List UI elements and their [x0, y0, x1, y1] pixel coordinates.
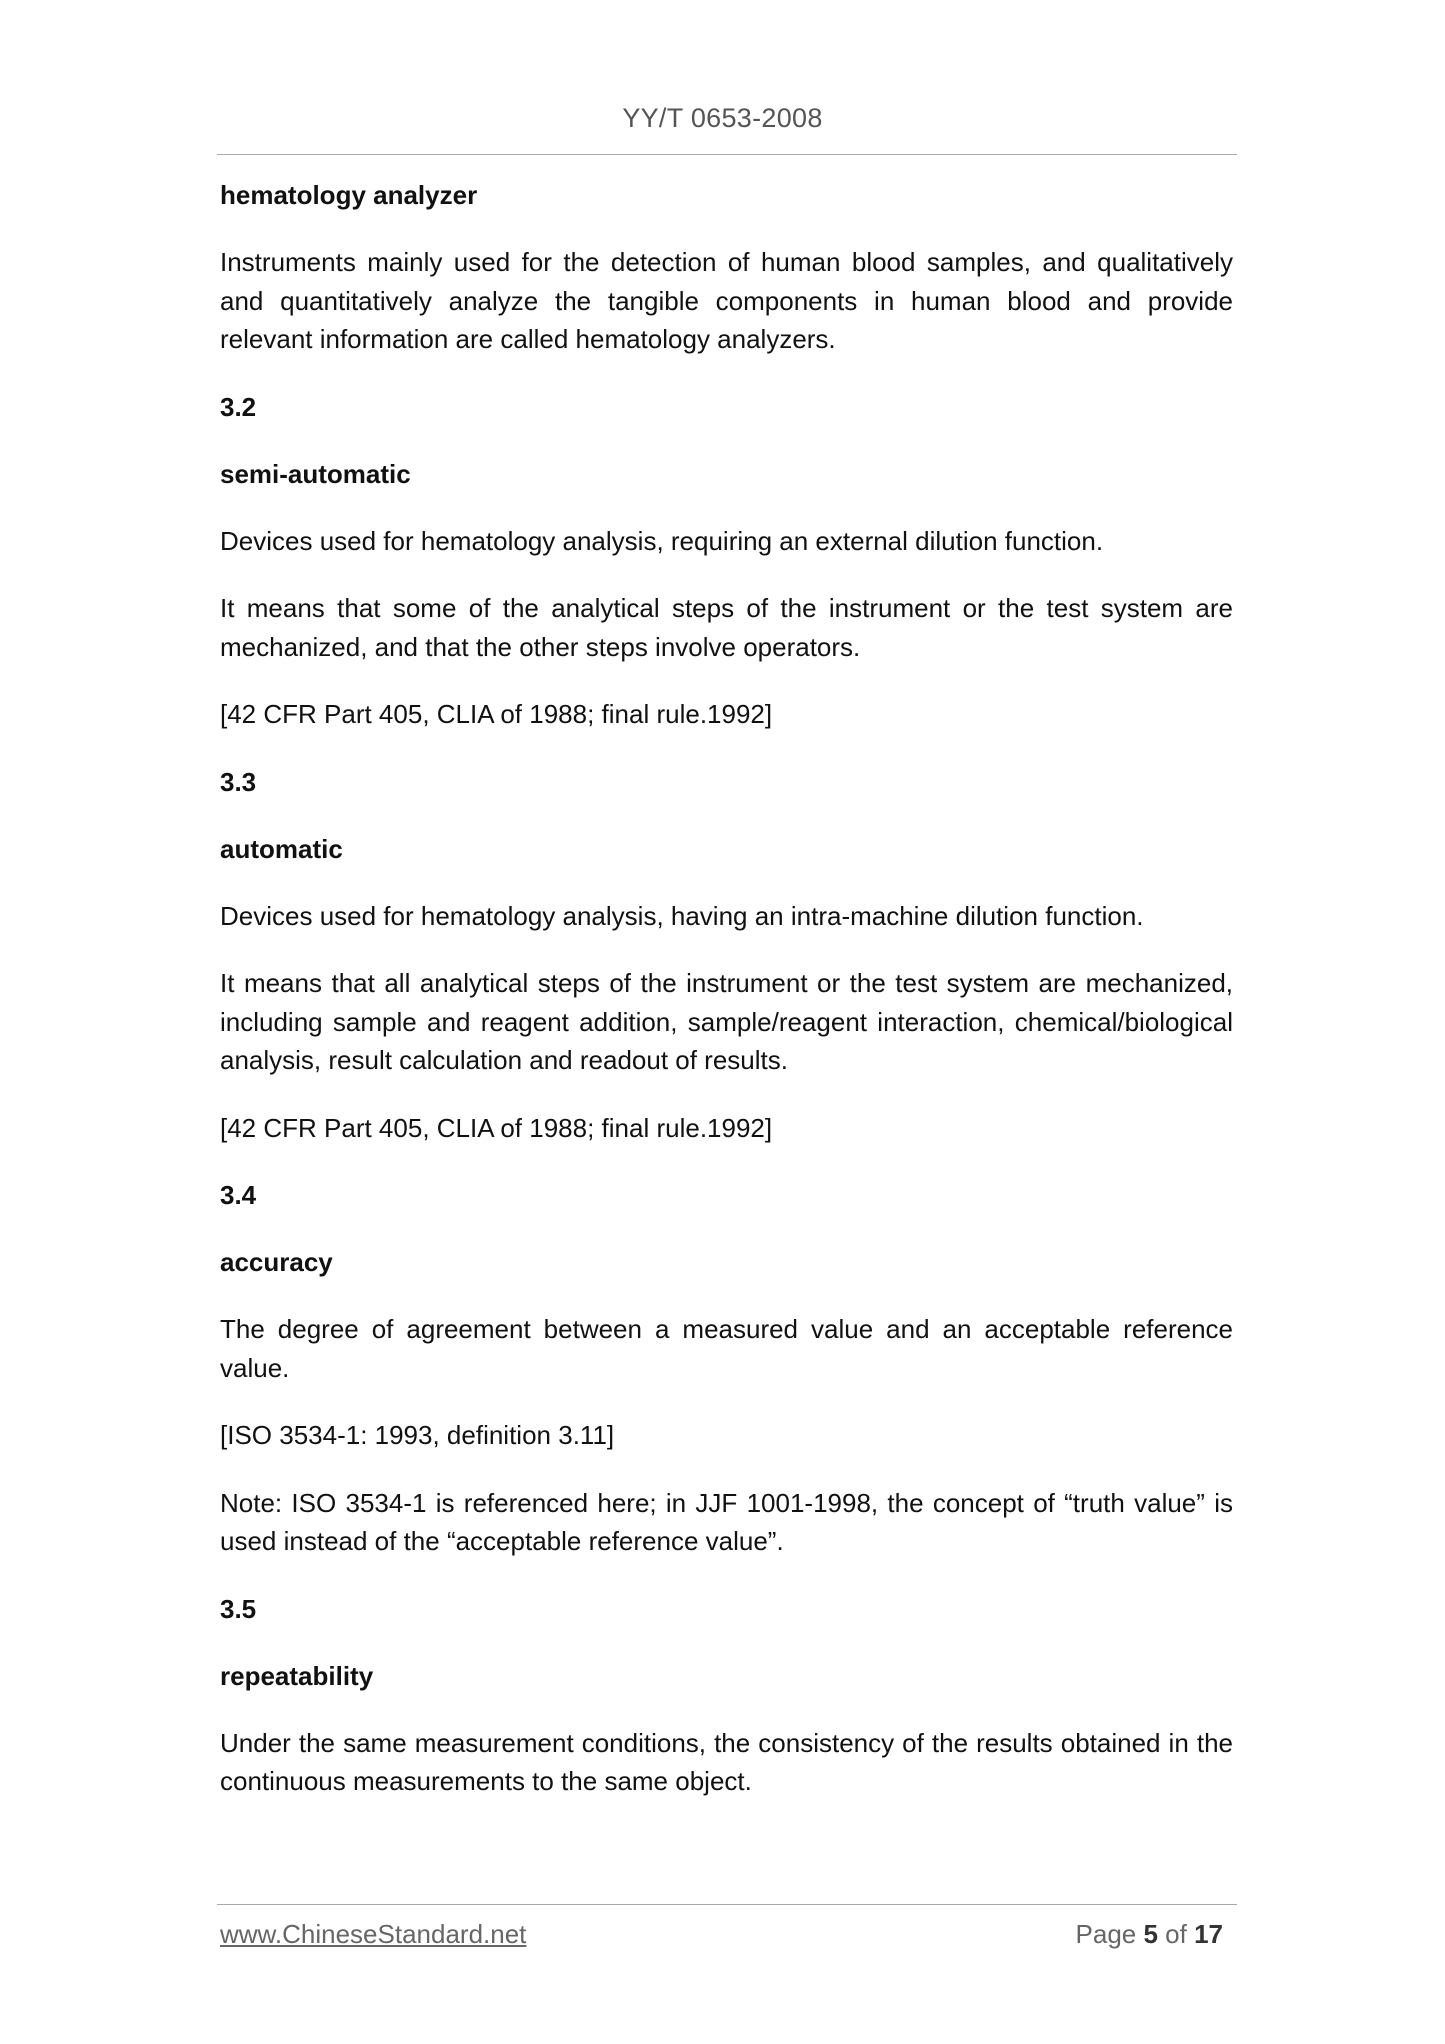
header-divider	[217, 154, 1237, 155]
definition-paragraph: Under the same measurement conditions, the consistency of the results obtained in the continuous measurements to the same object.	[220, 1727, 1233, 1796]
clause-number: 3.5	[220, 1593, 257, 1624]
term-heading: repeatability	[220, 1660, 374, 1691]
reference-citation: [42 CFR Part 405, CLIA of 1988; final rule.1992]	[220, 699, 773, 729]
page-body	[220, 176, 1233, 1830]
page-number	[1076, 1919, 1223, 1950]
definition-paragraph: It means that all analytical steps of the instrument or the test system are mechanized, including sample and reagent addition, sample/reagent interaction, chemical/biological analysis, result calculation and readout of results.	[220, 968, 1233, 1075]
clause-number: 3.4	[220, 1180, 257, 1210]
definition-paragraph: Instruments mainly used for the detection of human blood samples, and qualitatively and quantitatively analyze the tangible components in human blood and provide relevant information are called hematology analyzers.	[220, 247, 1233, 354]
page-prefix: Page	[1075, 1919, 1144, 1949]
definition-paragraph: Devices used for hematology analysis, having an intra-machine dilution function.	[220, 900, 1144, 931]
term-heading: automatic	[220, 833, 343, 864]
current-page: 5	[1143, 1919, 1158, 1949]
note-paragraph: Note: ISO 3534-1 is referenced here; in JJF 1001-1998, the concept of “truth value” is used instead of the “acceptable reference value”.	[220, 1487, 1233, 1556]
clause-number: 3.3	[220, 766, 257, 797]
term-heading: semi-automatic	[220, 458, 411, 489]
definition-paragraph: The degree of agreement between a measured value and an acceptable reference value.	[220, 1314, 1233, 1383]
document-code-header: YY/T 0653-2008	[622, 103, 823, 133]
definition-paragraph: Devices used for hematology analysis, requiring an external dilution function.	[220, 525, 1104, 556]
reference-citation: [42 CFR Part 405, CLIA of 1988; final rule.1992]	[220, 1112, 773, 1143]
total-pages: 17	[1194, 1919, 1223, 1949]
website-link[interactable]: www.ChineseStandard.net	[220, 1919, 527, 1949]
reference-citation: [ISO 3534-1: 1993, definition 3.11]	[220, 1420, 615, 1450]
clause-number: 3.2	[220, 391, 257, 422]
term-heading: accuracy	[220, 1247, 333, 1277]
definition-paragraph: It means that some of the analytical steps of the instrument or the test system are mechanized, and that the other steps involve operators.	[220, 593, 1233, 662]
term-heading: hematology analyzer	[220, 180, 478, 210]
page-separator: of	[1157, 1919, 1195, 1949]
footer-divider	[217, 1904, 1237, 1905]
